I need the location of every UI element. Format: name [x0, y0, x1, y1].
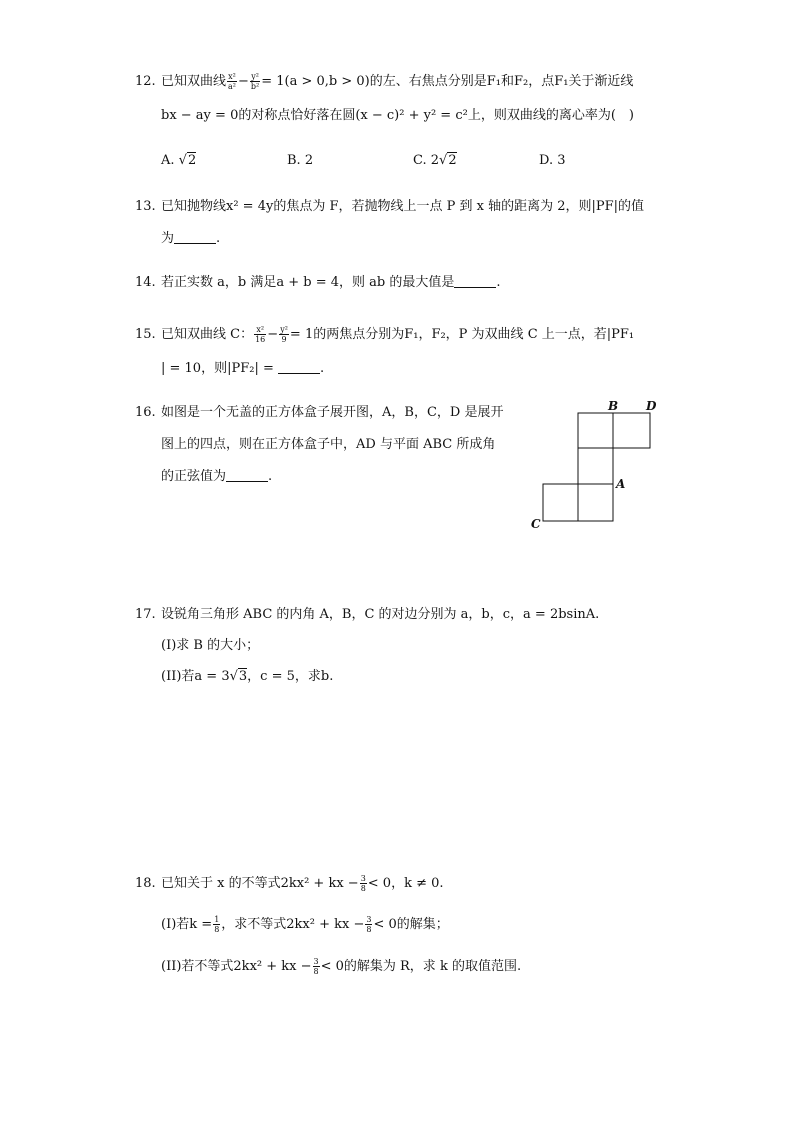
question-13-line-1: [135, 197, 644, 217]
answer-blank: [454, 274, 496, 288]
label-d: D: [646, 399, 657, 413]
net-square: [543, 484, 578, 521]
question-15-line-1: 15. 已知双曲线 C： $\frac{\text{x²}}{16}$ − $\frac{\text{y²}}{9}$ = 1的两焦点分别为F₁，F₂，P 为双曲线 C 上一点，若|PF₁: [135, 325, 635, 344]
fraction: $\frac{\text{x²}}{\text{a²}}$: [228, 72, 236, 91]
question-18-part-1: (I)若k = $\frac{1}{8}$ ，求不等式2kx² + kx − $\frac{3}{8}$ < 0的解集；: [161, 915, 449, 934]
question-text: 已知抛物线x² = 4y的焦点为 F，若抛物线上一点 P 到 x 轴的距离为 2，则|PF|的值: [161, 199, 645, 214]
answer-blank: [278, 360, 320, 374]
question-number: 17.: [135, 607, 156, 622]
question-number: 14.: [135, 275, 156, 290]
question-17-line-1: [135, 605, 599, 625]
option-b: B. 2: [287, 153, 314, 168]
question-14-line-1: 14. 若正实数 a，b 满足a + b = 4，则 ab 的最大值是 .: [135, 273, 500, 293]
question-text: 如图是一个无盖的正方体盒子展开图，A，B，C，D 是展开: [161, 405, 504, 420]
net-square: [578, 413, 613, 448]
fraction: $\frac{3}{8}$: [366, 915, 372, 934]
net-square: [578, 484, 613, 521]
question-17-part-2: (II)若a = 3√3，c = 5，求b.: [161, 669, 334, 684]
question-number: 13.: [135, 199, 156, 214]
question-number: 15.: [135, 327, 156, 342]
question-12-line-2: bx − ay = 0的对称点恰好落在圆(x − c)² + y² = c²上，则双曲线的离心率为( ): [161, 108, 634, 123]
answer-blank: [174, 230, 216, 244]
question-17-part-1: (I)求 B 的大小；: [161, 638, 260, 653]
fraction: $\frac{\text{x²}}{16}$: [255, 325, 266, 344]
question-number: 18.: [135, 876, 156, 891]
fraction: $\frac{\text{y²}}{\text{b²}}$: [250, 72, 260, 91]
net-square: [578, 448, 613, 484]
question-18-part-2: (II)若不等式2kx² + kx − $\frac{3}{8}$ < 0的解集为 R，求 k 的取值范围.: [161, 957, 522, 976]
question-text: 设锐角三角形 ABC 的内角 A，B，C 的对边分别为 a，b，c，a = 2bsinA.: [161, 607, 600, 622]
question-16-line-2: 图上的四点，则在正方体盒子中，AD 与平面 ABC 所成角: [161, 437, 496, 452]
option-d: D. 3: [539, 153, 566, 168]
question-12-line-1: 12. 已知双曲线 $\frac{\text{x²}}{\text{a²}}$ − $\frac{\text{y²}}{\text{b²}}$ = 1(a > 0,b > 0)的左、右焦点分别是F₁和F₂，点F₁关于渐近线: [135, 72, 634, 91]
question-18-line-1: 18. 已知关于 x 的不等式2kx² + kx − $\frac{3}{8}$ < 0，k ≠ 0.: [135, 874, 444, 893]
question-text: = 1(a > 0,b > 0)的左、右焦点分别是F₁和F₂，点F₁关于渐近线: [261, 74, 634, 89]
label-a: A: [616, 477, 626, 491]
question-number: 12.: [135, 74, 156, 89]
question-number: 16.: [135, 405, 156, 420]
option-a: A. √2: [161, 153, 197, 168]
question-text: 若正实数 a，b 满足a + b = 4，则 ab 的最大值是: [161, 275, 455, 290]
fraction: $\frac{1}{8}$: [214, 915, 220, 934]
question-text: 已知双曲线: [161, 74, 227, 89]
fraction: $\frac{3}{8}$: [360, 874, 366, 893]
net-square: [613, 413, 650, 448]
fraction: $\frac{\text{y²}}{9}$: [280, 325, 288, 344]
cube-net-figure: [528, 396, 668, 536]
option-c: C. 2√2: [413, 153, 457, 168]
label-c: C: [531, 517, 541, 531]
question-15-line-2: | = 10，则|PF₂| = .: [161, 361, 325, 376]
fraction: $\frac{3}{8}$: [313, 957, 319, 976]
question-13-line-2: 为 .: [161, 231, 221, 246]
question-16-line-3: 的正弦值为 .: [161, 469, 273, 484]
label-b: B: [608, 399, 619, 413]
question-16-line-1: [135, 403, 503, 423]
answer-blank: [226, 468, 268, 482]
